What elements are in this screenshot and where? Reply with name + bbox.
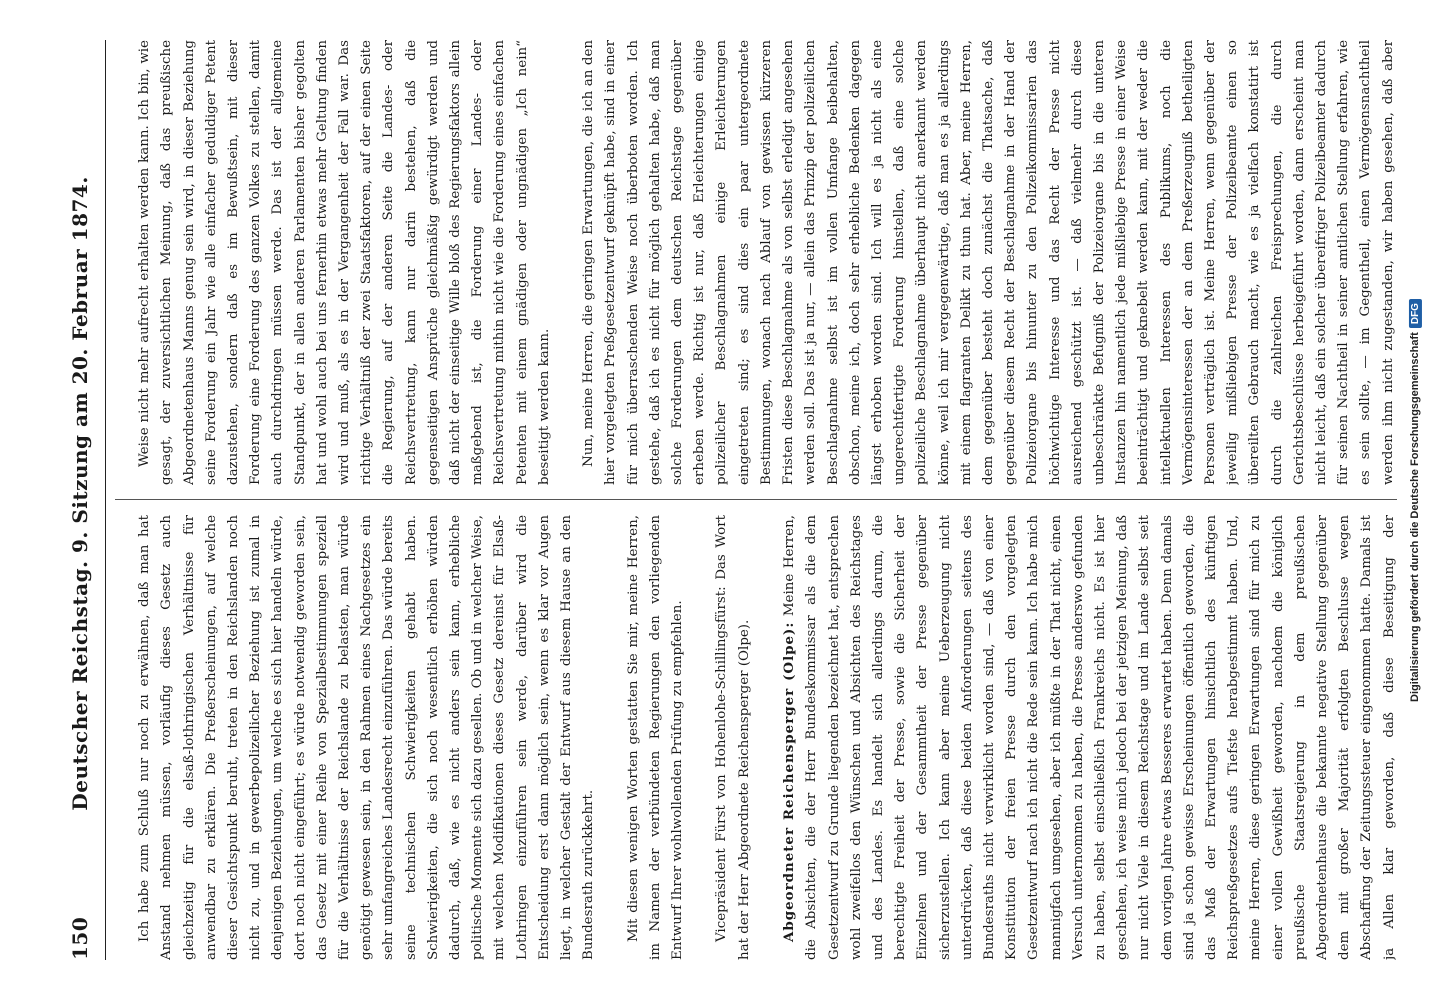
speaker-name: Abgeordneter Reichensperger (Olpe):: [781, 621, 798, 942]
header-rule: [105, 40, 106, 960]
page-header: [60, 40, 100, 960]
credit-label: Digitalisierung gefördert durch die Deutsche Forschungsgemeinschaft: [1408, 331, 1421, 702]
paragraph: Weise nicht mehr aufrecht erhalten werden kann. Ich bin, wie gesagt, der zuversichtlichen Meinung, daß das preußische Abgeordnetenhaus Manns genug sein wird, in dieser Beziehung seine Forderung ein Jahr wie alle einfacher geduldiger Petent dazustehen, sondern daß es im Bewußtsein, mit dieser Forderung eine Forderung des ganzen Volkes zu stellen, damit auch durchdringen müssen werde. Das ist der allgemeine Standpunkt, der in allen anderen Parlamenten bisher gegolten hat und wohl auch bei uns fernerhin etwas mehr Geltung finden wird und muß, als es in der Vergangenheit der Fall war. Das richtige Verhältniß der zwei Staatsfaktoren, auf der einen Seite die Regierung, auf der anderen Seite die Landes- oder Reichsvertretung, kann nur darin bestehen, daß die gegenseitigen Ansprüche gleichmäßig gewürdigt werden und daß nicht der einseitige Wille bloß des Regierungsfaktors allein maßgebend ist, die Forderung einer Landes- oder Reichsvertretung mithin nicht wie die Forderung eines einfachen Petenten mit einem gnädigen oder ungnädigen „Ich nein“ beseitigt werden kann.: [137, 40, 552, 485]
paragraph: [778, 515, 1402, 960]
column-divider: [115, 499, 1397, 500]
paragraph: Vicepräsident Fürst von Hohenlohe-Schillingsfürst: Das Wort hat der Herr Abgeordnete Reichensperger (Olpe).: [714, 515, 752, 960]
page-number: 150: [68, 916, 92, 960]
speech-text: Meine Herren, die Absichten, die der Herr Bundeskommissar als die dem Gesetzentwurf zu Grunde liegenden bezeichnet hat, entsprechen wohl zweifellos den Wünschen und Absichten des Reichstages und des Landes. Es handelt sich allerdings darum, die berechtigte Freiheit der Presse, sowie die Sicherheit der Einzelnen und der Gesammtheit der Presse gegenüber sicherzustellen. Ich kann aber meine Ueberzeugung nicht unterdrücken, daß diese beiden Anforderungen seitens des Bundesraths nicht verwirklicht worden sind, — daß von einer Konstitution der freien Presse durch den vorgelegten Gesetzentwurf nach ich nicht die Rede sein kann. Ich habe mich mannigfach umgesehen, aber ich müßte in der That nicht, einen Versuch unternommen zu haben, die Presse anderswo gefunden zu haben, selbst einschließlich Frankreichs nicht. Es ist hier geschehen, ich weise mich jedoch bei der jetzigen Meinung, daß nur nicht Viele in diesem Reichstage und im Lande selbst seit dem vorigen Jahre etwas Besseres erwartet haben. Denn damals sind ja schon gewisse Erscheinungen öffentlich geworden, die das Maß der Erwartungen hinsichtlich des künftigen Reichspreßgesetzes aufs Tiefste herabgestimmt haben. Und, meine Herren, diese geringen Erwartungen sind für mich zu einer vollen Gewißheit geworden, nachdem die königlich preußische Staatsregierung in dem preußischen Abgeordnetenhause die bekannte negative Stellung gegenüber dem mit großer Majorität erfolgten Beschlusse wegen Abschaffung der Zeitungssteuer eingenommen hatte. Damals ist ja Allen klar geworden, daß diese Beseitigung der: [782, 515, 1397, 960]
paragraph: Mit diesen wenigen Worten gestatten Sie mir, meine Herren, im Namen der verbündeten Regierungen den vorliegenden Entwurf Ihrer wohlwollenden Prüfung zu empfehlen.: [625, 515, 686, 960]
dfg-logo: DFG: [1409, 299, 1422, 328]
running-title: Deutscher Reichstag. 9. Sitzung am 20. Februar 1874.: [68, 176, 92, 811]
paragraph: Nun, meine Herren, die geringen Erwartungen, die ich an den hier vorgelegten Preßgesetzentwurf geknüpft habe, sind in einer für mich überraschenden Weise noch überboten worden. Ich gestehe, daß ich es nicht für möglich gehalten habe, daß man solche Forderungen dem deutschen Reichstage gegenüber erheben werde. Richtig ist nur, daß Erleichterungen einige polizeilicher Beschlagnahmen einige Erleichterungen eingetreten sind; es sind dies ein paar untergeordnete Bestimmungen, wonach nach Ablauf von gewissen kürzeren Fristen diese Beschlagnahme als von selbst erledigt angesehen werden soll. Das ist ja nur, — allein das Prinzip der polizeilichen Beschlagnahme selbst ist im vollen Umfange beibehalten, obschon, meine ich, doch sehr erhebliche Bedenken dagegen längst erhoben worden sind. Ich will es ja nicht als eine ungerechtfertigte Forderung hinstellen, daß eine solche polizeiliche Beschlagnahme überhaupt nicht anerkannt werden könne, weil ich mir vergegenwärtige, daß man es ja allerdings mit einem flagranten Delikt zu thun hat. Aber, meine Herren, dem gegenüber besteht doch zunächst die Thatsache, daß gegenüber diesem Recht der Beschlagnahme in der Hand der Polizeiorgane bis hinunter zu den Polizeikommissarien das höchwichtige Interesse und das Recht der Presse nicht ausreichend geschützt ist. — daß vielmehr durch diese unbeschränkte Befugniß der Polizeiorgane bis in die unteren Instanzen hin namentlich jede mißliebige Presse in einer Weise beeinträchtigt und geknebelt werden kann, mit der weder die intellektuellen Interessen des Publikums, noch die Vermögensinteressen der an dem Preßerzeugniß betheiligten Personen verträglich ist. Meine Herren, wenn gegenüber der jeweilig mißliebigen Presse der Polizeibeamte einen so übereilten Gebrauch macht, wie es ja vielfach konstatirt ist durch die zahlreichen Freisprechungen, die durch Gerichtsbeschlüsse herbeigeführt worden, dann erscheint man nicht leicht, daß ein solcher übereifriger Polizeibeamter dadurch für seinen Nachtheil in seiner amtlichen Stellung erfahren, wie es sein sollte, — im Gegentheil, einen Vermögensnachtheil werden ihm nicht zugestanden, wir haben gesehen, daß aber: [581, 40, 1396, 485]
credit-text: [1409, 299, 1422, 702]
digitization-credit: [1404, 8, 1426, 992]
paragraph: Ich habe zum Schluß nur noch zu erwähnen, daß man hat Anstand nehmen müssen, vorläufig dieses Gesetz auch gleichzeitig für die elsaß-lothringischen Verhältnisse für anwendbar zu erklären. Die Preßerscheinungen, auf welche dieser Gesichtspunkt beruht, treten in den Reichslanden noch nicht zu, und in gewerbepolizeilicher Beziehung ist zumal in denjenigen Beziehungen, um welche es sich hier handeln würde, dort noch nicht eingeführt; es würde notwendig geworden sein, das Gesetz mit einer Reihe von Spezialbestimmungen speziell für die Verhältnisse der Reichslande zu belasten, man würde genötigt gewesen sein, in den Rahmen eines Nachgesetzes ein sehr umfangreiches Landesrecht einzuführen. Das würde bereits seine technischen Schwierigkeiten gehabt haben. Schwierigkeiten, die sich noch wesentlich erhöhen würden dadurch, daß, wie es nicht anders sein kann, erhebliche politische Momente sich dazu gesellen. Ob und in welcher Weise, mit welchen Modifikationen dieses Gesetz dereinst für Elsaß-Lothringen einzuführen sein werde, darüber wird die Entscheidung erst dann möglich sein, wenn es klar vor Augen liegt, in welcher Gestalt der Entwurf aus diesem Hause an den Bundesrath zurückkehrt.: [137, 515, 597, 960]
text-column-right: [112, 40, 1402, 485]
text-column-left: [112, 515, 1402, 960]
